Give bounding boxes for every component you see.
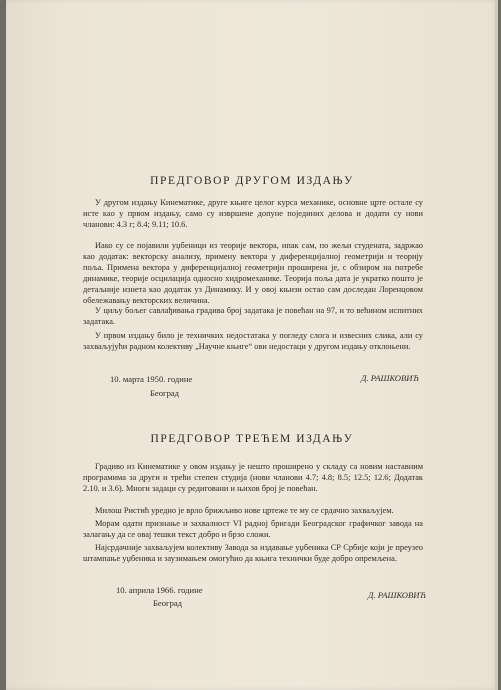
second-edition-paragraph-1: У другом издању Кинематике, друге књиге целог курса механике, основне црте остале су исте као у првом издању, само су извршене допуне појединих делова и додати су нови чланови: 4.3 г; 8.4; 9.11; 10.6. bbox=[83, 198, 423, 229]
third-edition-author: Д. РАШКОВИЋ bbox=[368, 590, 427, 600]
second-edition-date: 10. марта 1950. године bbox=[110, 374, 193, 384]
second-edition-paragraph-2: Иако су се појавили уџбеници из теорије вектора, ипак сам, по жељи студената, задржао као додатак: векторску анализу, примену вектора у диференцијалној геометрији и теорију поља. Примена вектора у диференцијалној геометрији проширена је, с обзиром на потребе динамике, теорије осцилација односно хидромеханике. Теорија поља дата је укратко пошто је детаљније изнета као додатак уз Динамику. И у овој књизи остао сам доследан Лоренцовом обележавању векторских величина. bbox=[83, 241, 423, 305]
second-edition-author: Д. РАШКОВИЋ bbox=[361, 373, 420, 383]
third-edition-date: 10. априла 1966. године bbox=[116, 585, 203, 595]
third-edition-heading: ПРЕДГОВОР ТРЕЋЕМ ИЗДАЊУ bbox=[150, 433, 354, 445]
second-edition-place: Београд bbox=[150, 388, 180, 398]
third-edition-place: Београд bbox=[153, 598, 183, 608]
book-page bbox=[6, 0, 498, 690]
third-edition-paragraph-2: Милош Ристић уредно је врло брижљиво нове цртеже те му се срдачно захваљујем. bbox=[95, 506, 394, 515]
page-edge bbox=[495, 0, 498, 690]
second-edition-paragraph-4: У првом издању било је техничких недостатака у погледу слога и извесних слика, али су захваљујући радном колективу „Научне књиге“ ови недостаци у другом издању отклоњени. bbox=[83, 331, 423, 351]
second-edition-paragraph-3: У циљу бољег савлађивања градива број задатака је повећан на 97, и то већином испитних задатака. bbox=[83, 306, 423, 326]
third-edition-paragraph-3: Морам одати признање и захвалност VI радној бригади Београдског графичког завода на залагању да се овај тешки текст добро и брзо сложи. bbox=[83, 519, 423, 539]
third-edition-paragraph-4: Најсрдачније захваљујем колективу Завода за издавање уџбеника СР Србије који је преузео штампање уџбеника и заузимањем омогућио да књига технички буде добро опремљена. bbox=[83, 543, 423, 563]
third-edition-paragraph-1: Градиво из Кинематике у овом издању је нешто проширено у складу са новим наставним програмима за други и трећи степен студија (нови чланови 4.7; 4.8; 8.5; 12.5; 12.6; Додатак 2.10. и 3.6). Многи задаци су редиговани и њихов број је повећан. bbox=[83, 462, 423, 493]
second-edition-heading: ПРЕДГОВОР ДРУГОМ ИЗДАЊУ bbox=[150, 175, 354, 187]
